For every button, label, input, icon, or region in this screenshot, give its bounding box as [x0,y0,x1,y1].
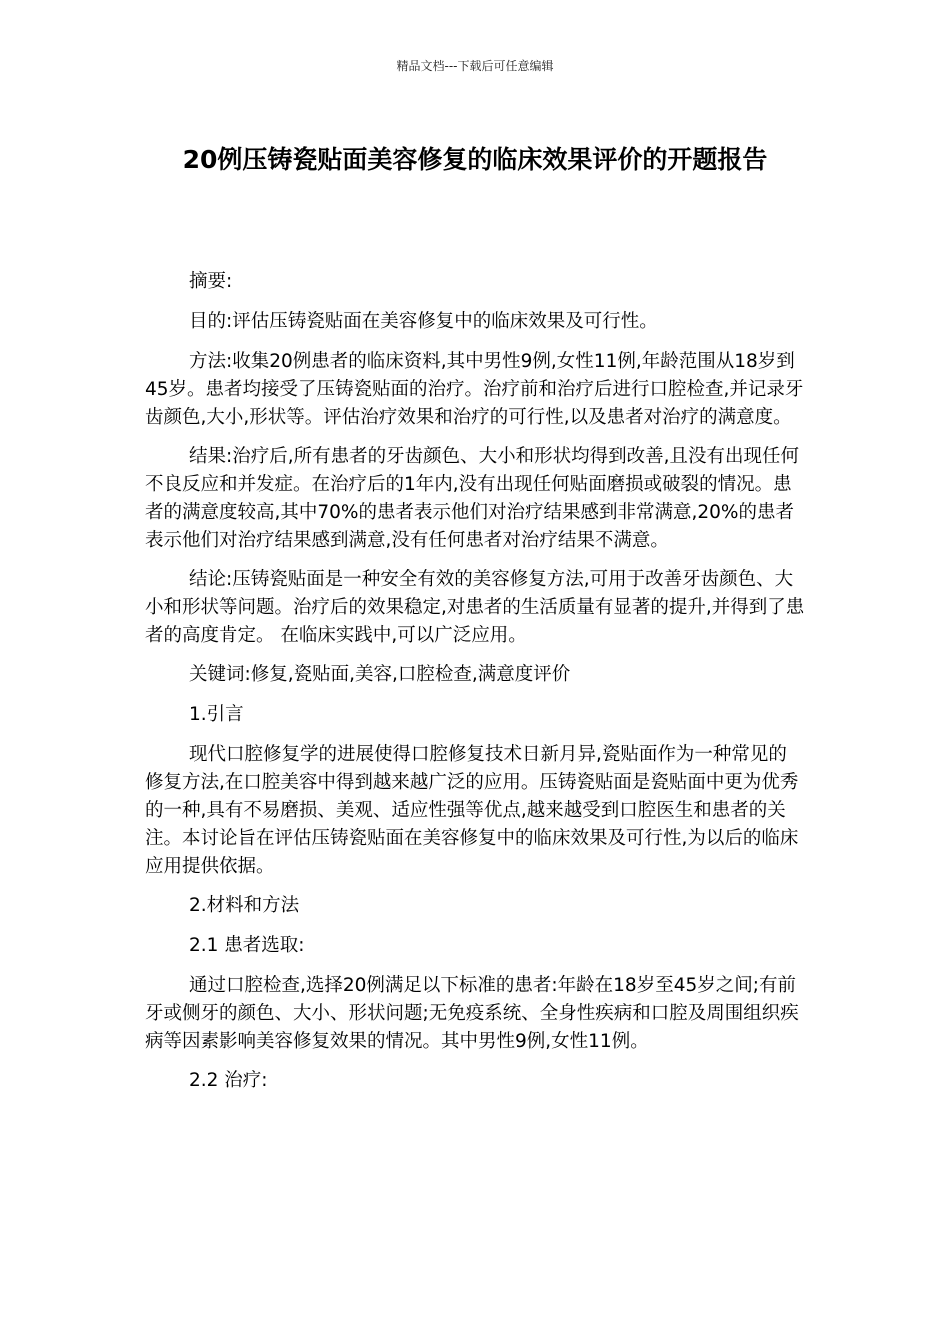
page-header: 精品文档---下载后可任意编辑 [396,59,554,73]
subsection-heading-treatment: 2.2 治疗: [189,1070,268,1091]
section-heading-introduction: 1.引言 [189,704,244,725]
abstract-objective: 目的:评估压铸瓷贴面在美容修复中的临床效果及可行性。 [189,311,658,332]
section-heading-materials-methods: 2.材料和方法 [189,895,300,916]
document-title: 20例压铸瓷贴面美容修复的临床效果评价的开题报告 [182,145,768,174]
abstract-methods: 方法:收集20例患者的临床资料,其中男性9例,女性11例,年龄范围从18岁到45岁。患者均接受了压铸瓷贴面的治疗。治疗前和治疗后进行口腔检查,并记录牙齿颜色,大小,形状等。评估治疗效果和治疗的可行性,以及患者对治疗的满意度。 [145,351,804,428]
document-body [145,268,805,1107]
introduction-paragraph: 现代口腔修复学的进展使得口腔修复技术日新月异,瓷贴面作为一种常见的修复方法,在口腔美容中得到越来越广泛的应用。压铸瓷贴面是瓷贴面中更为优秀的一种,具有不易磨损、美观、适应性强等优点,越来越受到口腔医生和患者的关注。本讨论旨在评估压铸瓷贴面在美容修复中的临床效果及可行性,为以后的临床应用提供依据。 [145,744,799,877]
abstract-conclusion: 结论:压铸瓷贴面是一种安全有效的美容修复方法,可用于改善牙齿颜色、大小和形状等问题。治疗后的效果稳定,对患者的生活质量有显著的提升,并得到了患者的高度肯定。 在临床实践中,可以广泛应用。 [145,569,805,646]
abstract-results: 结果:治疗后,所有患者的牙齿颜色、大小和形状均得到改善,且没有出现任何不良反应和并发症。在治疗后的1年内,没有出现任何贴面磨损或破裂的情况。患者的满意度较高,其中70%的患者表示他们对治疗结果感到非常满意,20%的患者表示他们对治疗结果感到满意,没有任何患者对治疗结果不满意。 [145,446,799,551]
abstract-heading: 摘要: [189,271,233,292]
keywords: 关键词:修复,瓷贴面,美容,口腔检查,满意度评价 [189,664,571,685]
subsection-heading-patient-selection: 2.1 患者选取: [189,935,305,956]
patient-selection-paragraph: 通过口腔检查,选择20例满足以下标准的患者:年龄在18岁至45岁之间;有前牙或侧牙的颜色、大小、形状问题;无免疫系统、全身性疾病和口腔及周围组织疾病等因素影响美容修复效果的情况。其中男性9例,女性11例。 [145,975,799,1052]
